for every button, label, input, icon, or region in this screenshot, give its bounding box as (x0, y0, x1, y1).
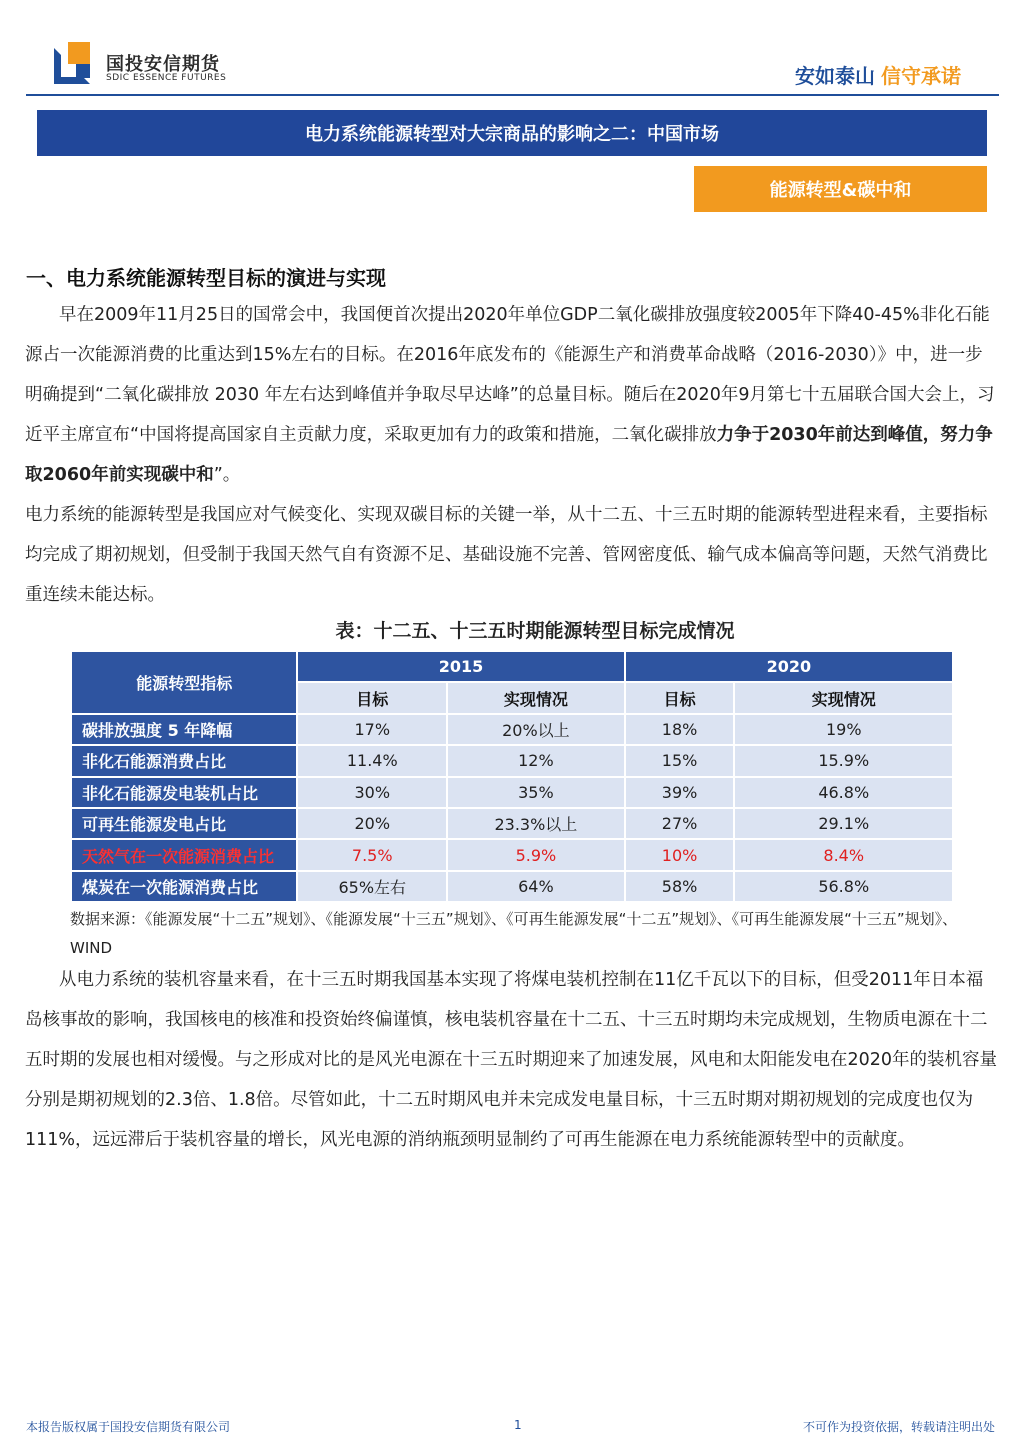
row-label: 非化石能源消费占比 (71, 745, 297, 776)
table-cell: 27% (625, 808, 735, 839)
table-corner-header: 能源转型指标 (71, 651, 297, 714)
table-source: 数据来源：《能源发展“十二五”规划》、《能源发展“十三五”规划》、《可再生能源发展“十二五”规划》、《可再生能源发展“十三五”规划》、WIND (70, 910, 958, 957)
table-row-highlight (71, 839, 953, 870)
topic-tag: 能源转型&碳中和 (694, 166, 987, 212)
energy-transition-table (70, 650, 954, 903)
table-row (71, 871, 953, 902)
row-label: 碳排放强度 5 年降幅 (71, 714, 297, 745)
row-label: 可再生能源发电占比 (71, 808, 297, 839)
paragraph-1-end: ”。 (213, 465, 241, 485)
paragraph-1 (25, 295, 1000, 495)
header-divider (26, 94, 999, 96)
table-row (71, 714, 953, 745)
table-cell: 39% (625, 777, 735, 808)
table-cell: 58% (625, 871, 735, 902)
table-cell: 19% (734, 714, 953, 745)
table-cell: 64% (447, 871, 625, 902)
report-title: 电力系统能源转型对大宗商品的影响之二：中国市场 (37, 110, 987, 156)
row-label: 煤炭在一次能源消费占比 (71, 871, 297, 902)
slogan (795, 60, 961, 89)
table-cell: 12% (447, 745, 625, 776)
slogan-part2: 信守承诺 (881, 64, 961, 88)
table-cell: 20% (297, 808, 447, 839)
brand-name-en: SDIC ESSENCE FUTURES (106, 73, 227, 83)
col-target-2020: 目标 (625, 682, 735, 713)
company-logo-icon (54, 42, 98, 84)
slogan-part1: 安如泰山 (795, 64, 875, 88)
section-heading: 一、电力系统能源转型目标的演进与实现 (26, 266, 386, 290)
table-row (71, 777, 953, 808)
table-title: 表：十二五、十三五时期能源转型目标完成情况 (335, 620, 735, 642)
page-number: 1 (514, 1418, 522, 1432)
table-cell: 46.8% (734, 777, 953, 808)
paragraph-3: 从电力系统的装机容量来看，在十三五时期我国基本实现了将煤电装机控制在11亿千瓦以下的目标，但受2011年日本福岛核事故的影响，我国核电的核准和投资始终偏谨慎，核电装机容量在十二五、十三五时期均未完成规划，生物质电源在十二五时期的发展也相对缓慢。与之形成对比的是风光电源在十三五时期迎来了加速发展，风电和太阳能发电在2020年的装机容量分别是期初规划的2.3倍、1.8倍。尽管如此，十二五时期风电并未完成发电量目标，十三五时期对期初规划的完成度也仅为111%，远远滞后于装机容量的增长，风光电源的消纳瓶颈明显制约了可再生能源在电力系统能源转型中的贡献度。 (25, 970, 998, 1150)
footer-disclaimer: 不可作为投资依据，转载请注明出处 (802, 1420, 995, 1434)
table-row (71, 808, 953, 839)
table-cell: 11.4% (297, 745, 447, 776)
table-year-2015: 2015 (297, 651, 624, 682)
table-cell: 5.9% (447, 839, 625, 870)
col-actual-2020: 实现情况 (734, 682, 953, 713)
table-cell: 15% (625, 745, 735, 776)
table-cell: 8.4% (734, 839, 953, 870)
table-cell: 30% (297, 777, 447, 808)
table-cell: 20%以上 (447, 714, 625, 745)
table-cell: 17% (297, 714, 447, 745)
table-cell: 23.3%以上 (447, 808, 625, 839)
col-target-2015: 目标 (297, 682, 447, 713)
table-cell: 15.9% (734, 745, 953, 776)
table-cell: 56.8% (734, 871, 953, 902)
paragraph-1-bold: 力争于2030年前达到峰值，努力争取2060年前实现碳中和 (25, 425, 993, 485)
col-actual-2015: 实现情况 (447, 682, 625, 713)
table-cell: 10% (625, 839, 735, 870)
footer-copyright: 本报告版权属于国投安信期货有限公司 (26, 1420, 231, 1434)
table-cell: 18% (625, 714, 735, 745)
table-cell: 35% (447, 777, 625, 808)
row-label: 天然气在一次能源消费占比 (71, 839, 297, 870)
brand-name-cn: 国投安信期货 (106, 54, 220, 75)
table-row (71, 745, 953, 776)
paragraph-2: 电力系统的能源转型是我国应对气候变化、实现双碳目标的关键一举，从十二五、十三五时期的能源转型进程来看，主要指标均完成了期初规划，但受制于我国天然气自有资源不足、基础设施不完善、管网密度低、输气成本偏高等问题，天然气消费比重连续未能达标。 (25, 505, 988, 605)
table-year-2020: 2020 (625, 651, 953, 682)
table-cell: 7.5% (297, 839, 447, 870)
row-label: 非化石能源发电装机占比 (71, 777, 297, 808)
table-cell: 29.1% (734, 808, 953, 839)
paragraph-1-text: 早在2009年11月25日的国常会中，我国便首次提出2020年单位GDP二氧化碳排放强度较2005年下降40-45%非化石能源占一次能源消费的比重达到15%左右的目标。在2016年底发布的《能源生产和消费革命战略（2016-2030）》中，进一步明确提到“二氧化碳排放 2030 年左右达到峰值并争取尽早达峰”的总量目标。随后在2020年9月第七十五届联合国大会上，习近平主席宣布“中国将提高国家自主贡献力度，采取更加有力的政策和措施，二氧化碳排放 (25, 305, 995, 445)
table-cell: 65%左右 (297, 871, 447, 902)
